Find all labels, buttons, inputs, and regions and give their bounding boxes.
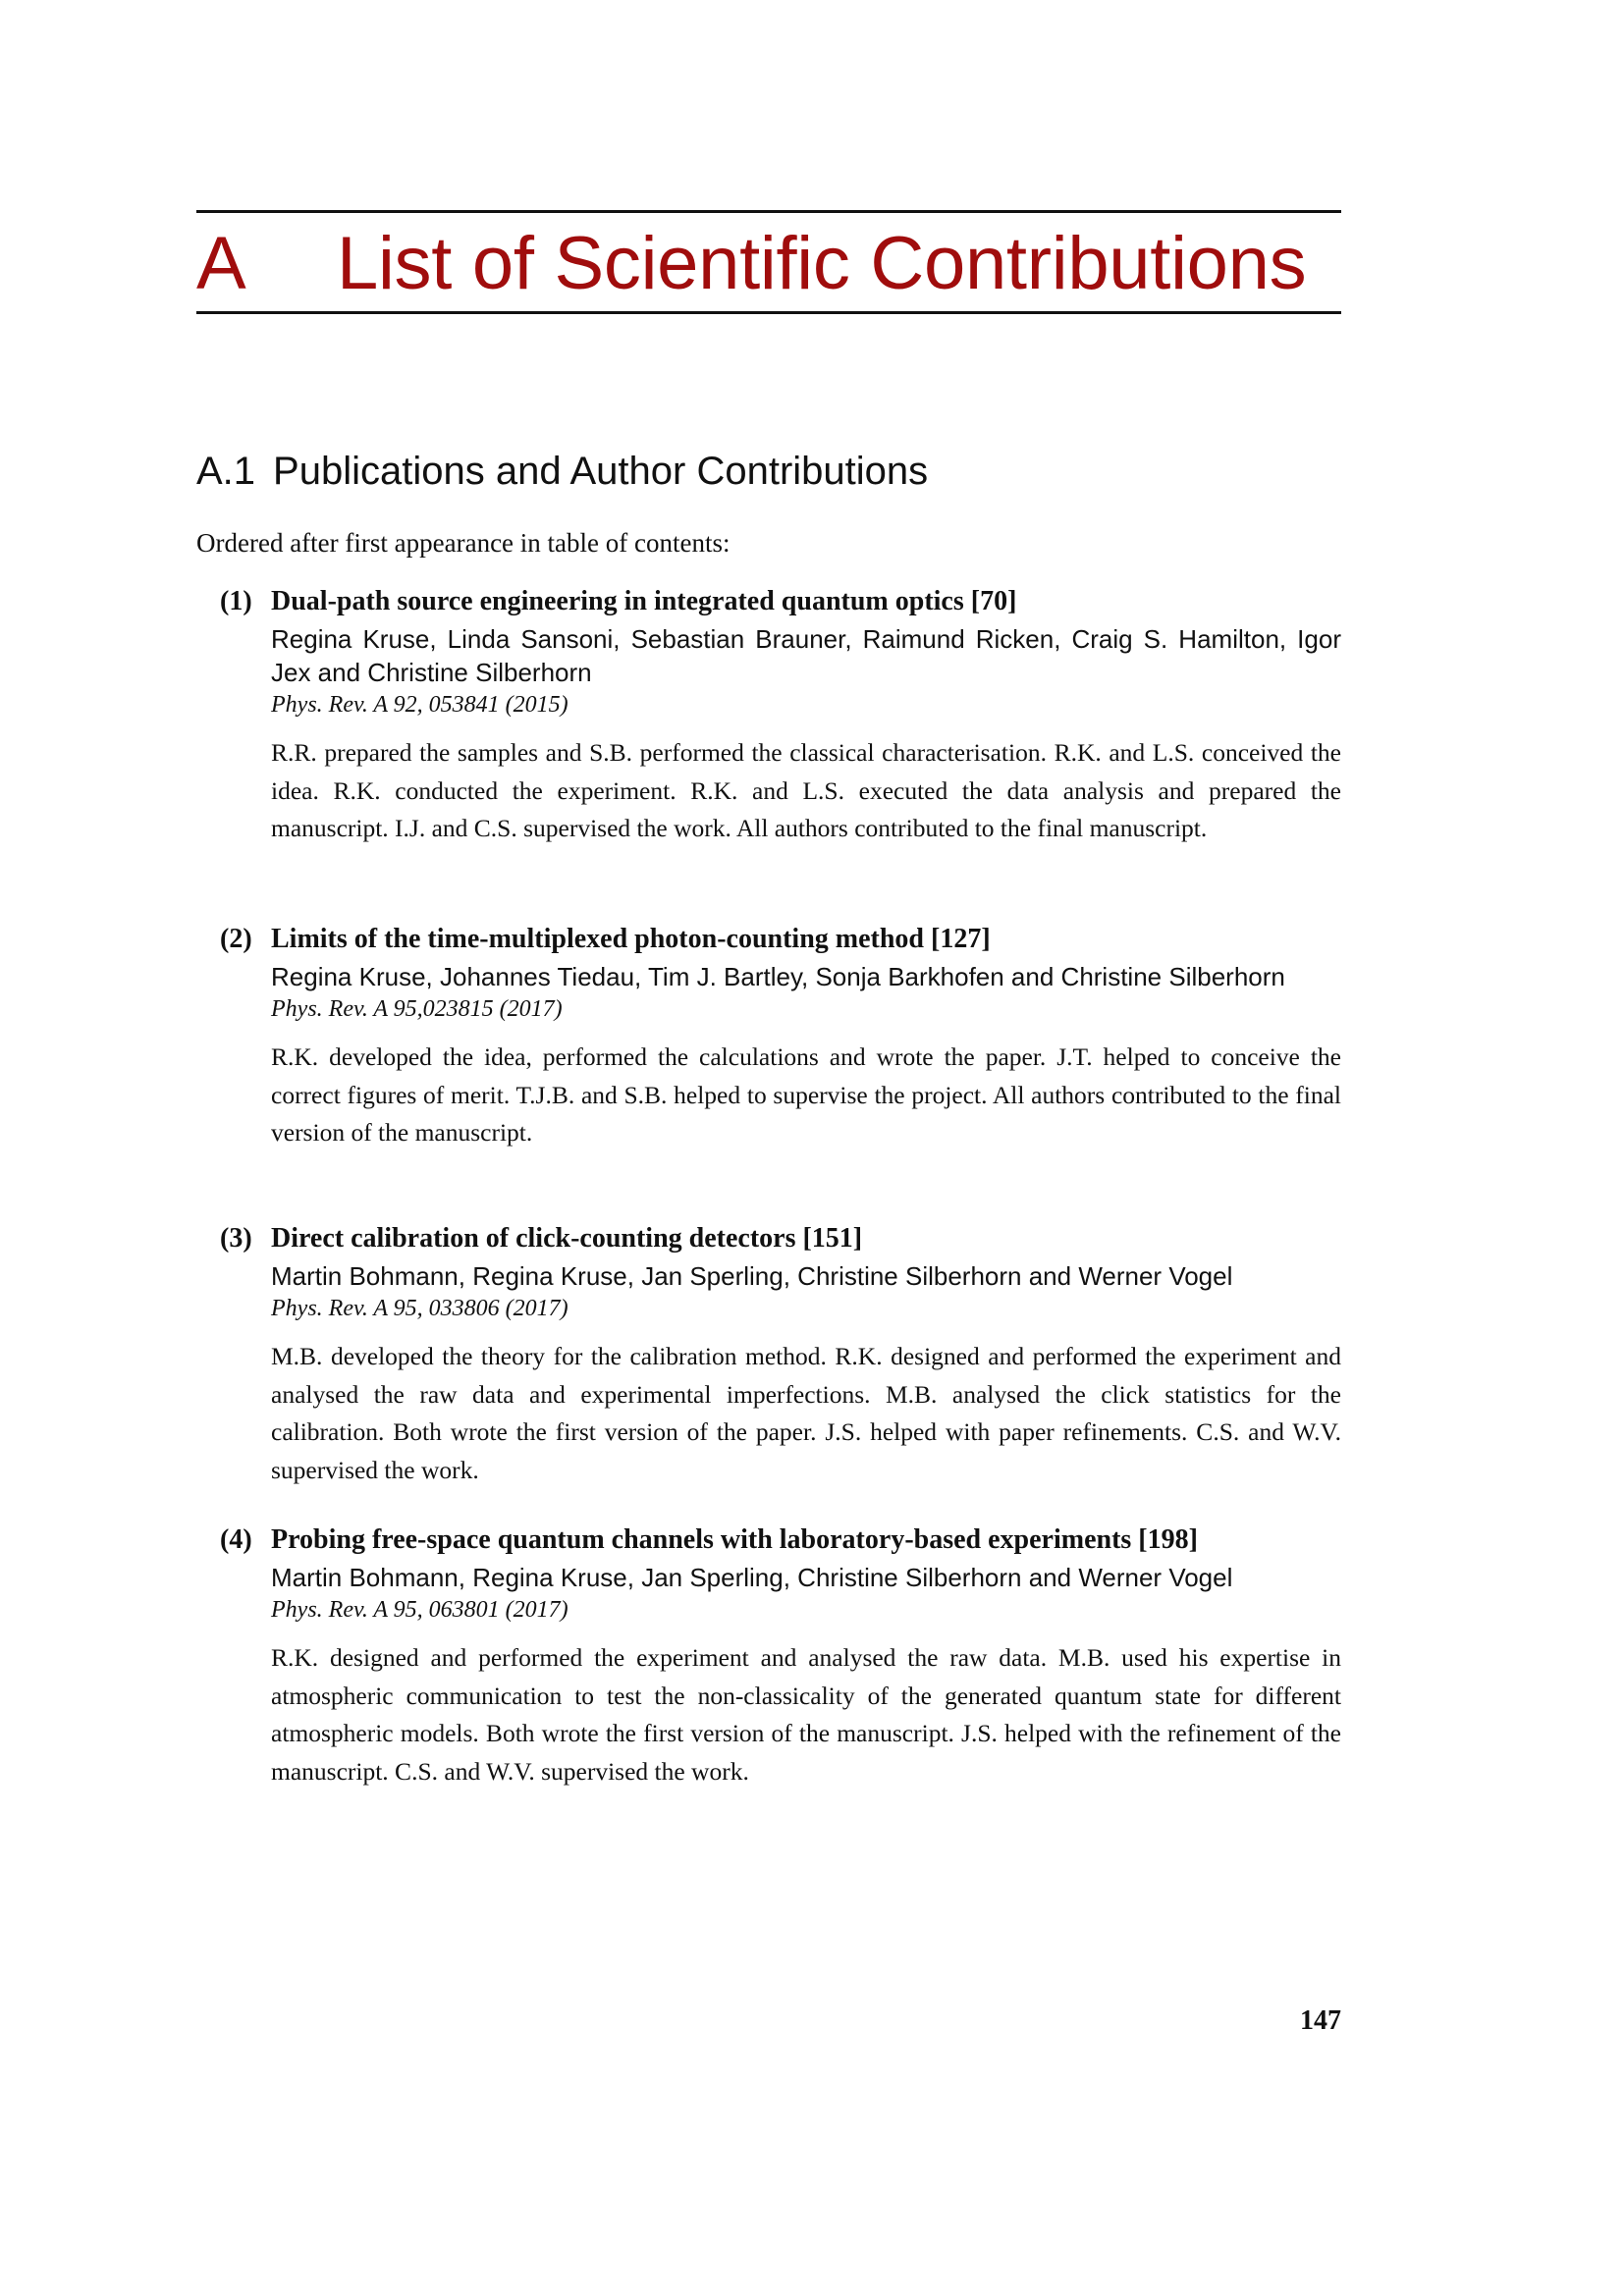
publication-journal: Phys. Rev. A 95, 033806 (2017) [271,1296,568,1321]
publication-authors: Regina Kruse, Linda Sansoni, Sebastian Brauner, Raimund Ricken, Craig S. Hamilton, Igor Jex and Christine Silberhorn [271,624,1341,687]
publication-journal: Phys. Rev. A 95,023815 (2017) [271,996,563,1022]
publication-contribution: R.K. developed the idea, performed the calculations and wrote the paper. J.T. helped to conceive the correct figures of merit. T.J.B. and S.B. helped to supervise the project. All authors contributed to the final version of the manuscript. [271,1042,1341,1147]
publication-number: (4) [220,1524,252,1555]
publication-number: (2) [220,924,252,954]
publication-journal: Phys. Rev. A 95, 063801 (2017) [271,1597,568,1623]
publication-number: (3) [220,1223,252,1254]
publication-number: (1) [220,586,252,616]
publication-item [220,583,1341,848]
section-heading [196,446,928,497]
publication-authors: Martin Bohmann, Regina Kruse, Jan Sperling, Christine Silberhorn and Werner Vogel [271,1563,1233,1592]
section-title: Publications and Author Contributions [273,450,929,493]
publication-title: Limits of the time-multiplexed photon-counting method [127] [271,924,991,954]
section-number: A.1 [196,450,256,493]
page-number: 147 [1300,2005,1341,2036]
publication-authors: Regina Kruse, Johannes Tiedau, Tim J. Bartley, Sonja Barkhofen and Christine Silberhorn [271,962,1285,991]
publication-title: Probing free-space quantum channels with laboratory-based experiments [198] [271,1524,1198,1555]
chapter-letter: A [196,222,246,305]
publication-title: Dual-path source engineering in integrated quantum optics [70] [271,586,1017,616]
publication-journal: Phys. Rev. A 92, 053841 (2015) [271,692,568,718]
intro-text: Ordered after first appearance in table of contents: [196,528,731,558]
publication-authors: Martin Bohmann, Regina Kruse, Jan Sperling, Christine Silberhorn and Werner Vogel [271,1261,1233,1291]
chapter-heading [196,210,1341,314]
publication-item [220,921,1341,1152]
publication-contribution: M.B. developed the theory for the calibration method. R.K. designed and performed the experiment and analysed the raw data and experimental imperfections. M.B. analysed the click statistics for the calibration. Both wrote the first version of the paper. J.S. helped with paper refinements. C.S. and W.V. supervised the work. [271,1342,1341,1484]
publication-contribution: R.R. prepared the samples and S.B. performed the classical characterisation. R.K. and L.S. conceived the idea. R.K. conducted the experiment. R.K. and L.S. executed the data analysis and prepared the manuscript. I.J. and C.S. supervised the work. All authors contributed to the final manuscript. [271,738,1341,842]
publication-item [220,1522,1341,1790]
publication-item [220,1220,1341,1489]
publication-title: Direct calibration of click-counting detectors [151] [271,1223,863,1254]
publication-contribution: R.K. designed and performed the experiment and analysed the raw data. M.B. used his expertise in atmospheric communication to test the non-classicality of the generated quantum state for different atmospheric models. Both wrote the first version of the manuscript. J.S. helped with the refinement of the manuscript. C.S. and W.V. supervised the work. [271,1643,1341,1786]
chapter-title: List of Scientific Contributions [337,222,1307,305]
